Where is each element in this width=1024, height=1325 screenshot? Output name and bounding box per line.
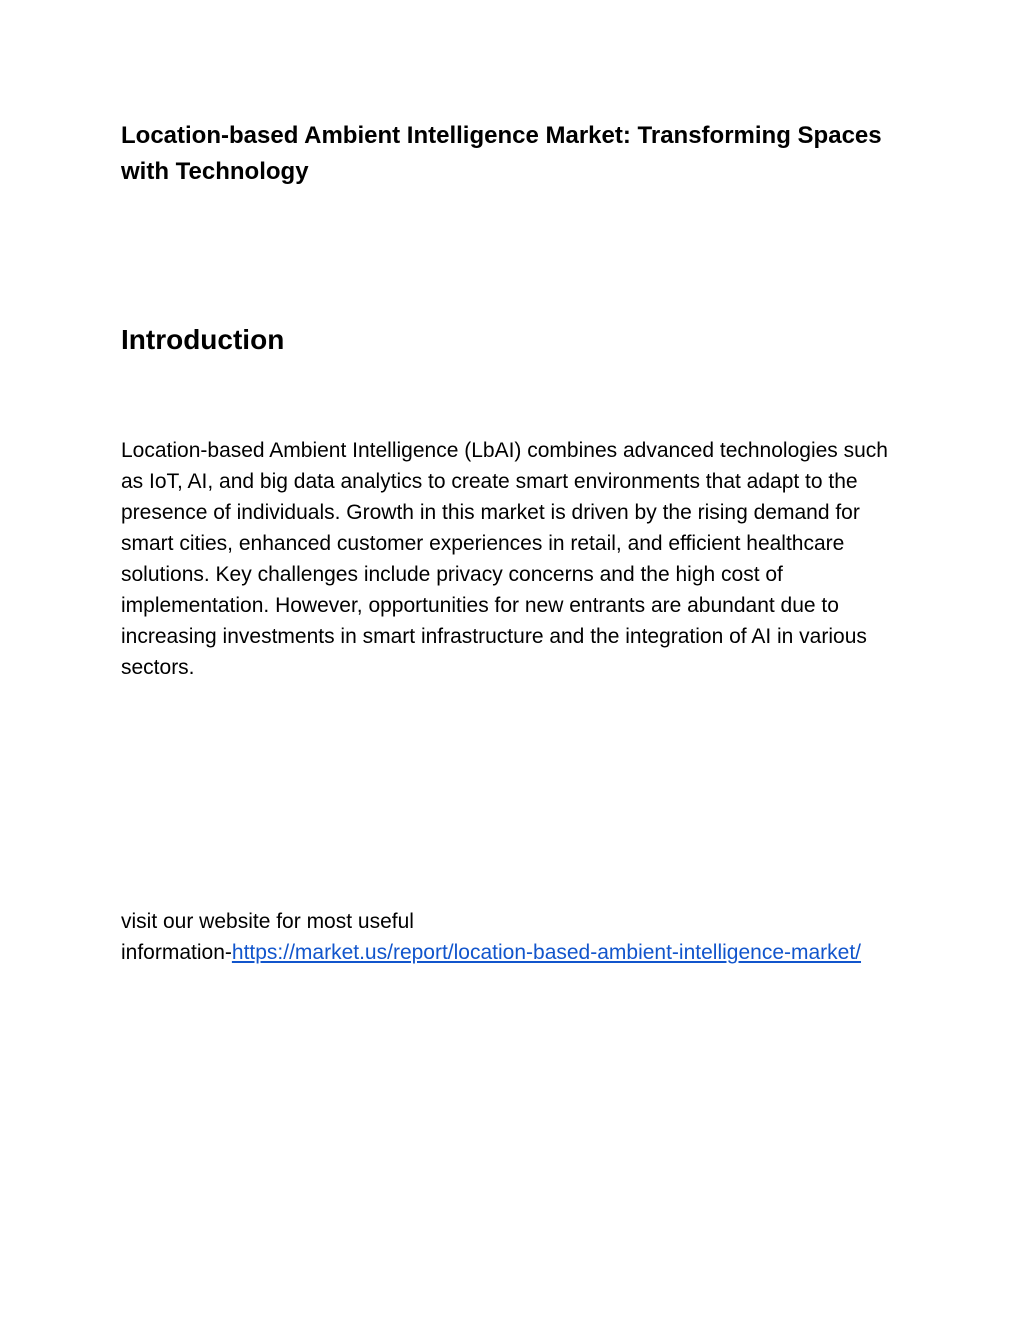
website-note-line1: visit our website for most useful (121, 910, 414, 933)
website-note (121, 906, 911, 968)
document-title: Location-based Ambient Intelligence Market: Transforming Spaces with Technology (121, 122, 882, 185)
website-note-prefix: information- (121, 941, 232, 964)
website-link[interactable]: https://market.us/report/location-based-ambient-intelligence-market/ (231, 941, 862, 964)
introduction-paragraph: Location-based Ambient Intelligence (LbAI) combines advanced technologies such as IoT, AI, and big data analytics to create smart environments that adapt to the presence of individuals. Growth in this market is driven by the rising demand for smart cities, enhanced customer experiences in retail, and efficient healthcare solutions. Key challenges include privacy concerns and the high cost of implementation. However, opportunities for new entrants are abundant due to increasing investments in smart infrastructure and the integration of AI in various sectors. (121, 439, 888, 679)
section-heading-introduction: Introduction (121, 324, 285, 355)
